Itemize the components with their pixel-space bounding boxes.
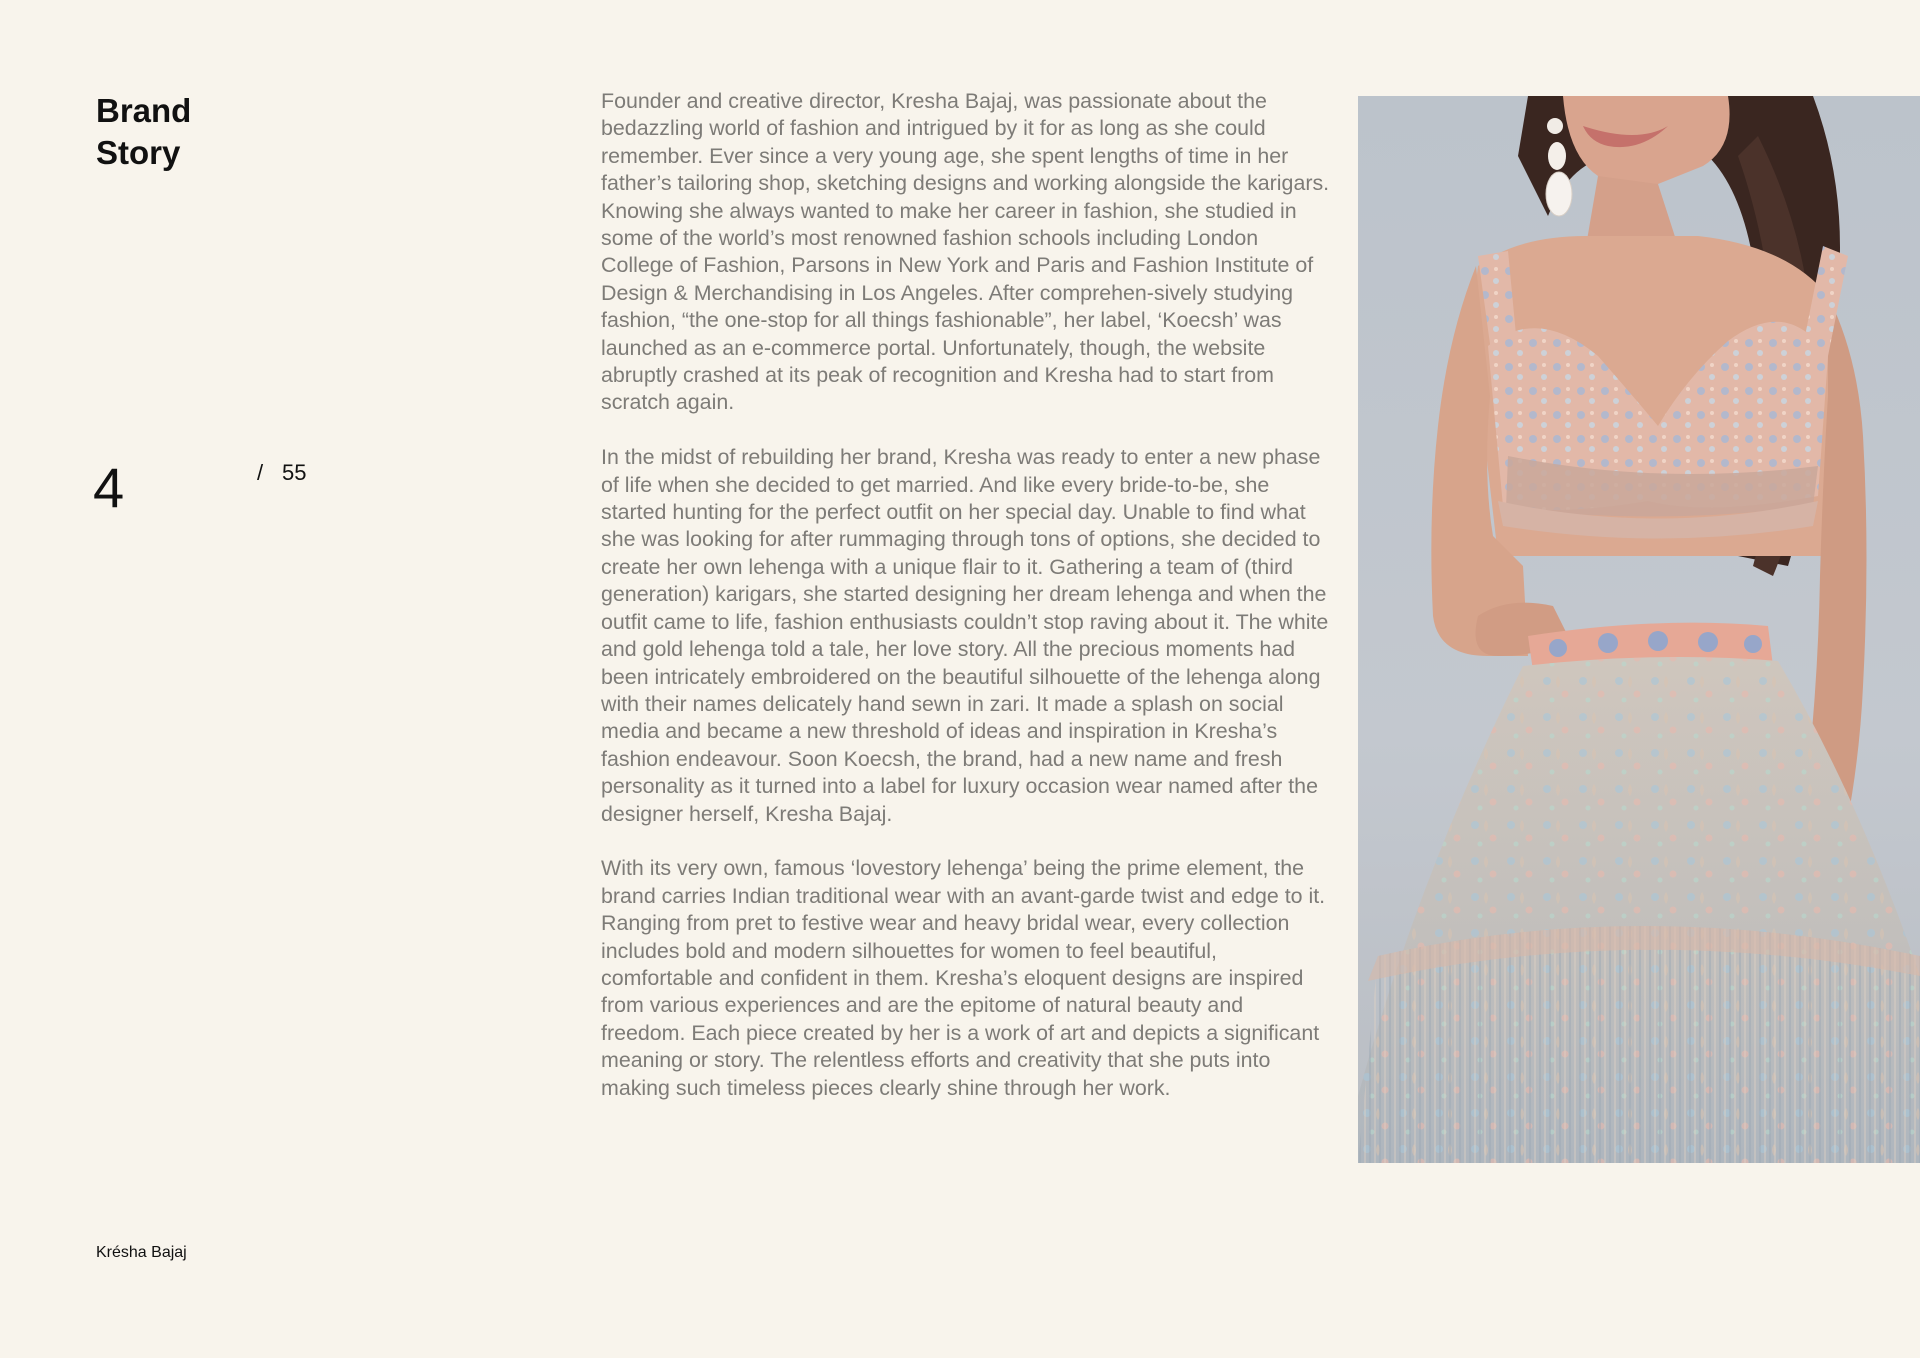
page-number-current: 4 [93,456,125,519]
brand-story-text [601,88,1331,1129]
story-paragraph-3: With its very own, famous ‘lovestory lehenga’ being the prime element, the brand carries Indian traditional wear with an avant-garde twist and edge to it. Ranging from pret to festive wear and heavy bridal wear, every collection includes bold and modern silhouettes for women to feel beautiful, comfortable and confident in them. Kresha’s eloquent designs are inspired from various experiences and are the epitome of natural beauty and freedom. Each piece created by her is a work of art and depicts a significant meaning or story. The relentless efforts and creativity that she puts into making such timeless pieces clearly shine through her work. [601,856,1326,1100]
page-number-total: 55 [282,460,307,485]
page-title: Brand Story [96,92,192,171]
page-number-separator: / [257,460,264,485]
model-lehenga-photo [1358,96,1920,1163]
footer-brand-name: Krésha Bajaj [96,1244,187,1261]
story-paragraph-2: In the midst of rebuilding her brand, Kresha was ready to enter a new phase of life when she decided to get married. And like every bride-to-be, she started hunting for the perfect outfit on her special day. Unable to find what she was looking for after rummaging through tons of options, she decided to create her own lehenga with a unique flair to it. Gathering a team of (third generation) karigars, she started designing her dream lehenga and when the outfit came to life, fashion enthusiasts couldn’t stop raving about it. The white and gold lehenga told a tale, her love story. All the precious moments had been intricately embroidered on the beautiful silhouette of the lehenga along with their names delicately hand sewn in zari. It made a splash on social media and became a new threshold of ideas and inspiration in Kresha’s fashion endeavour. Soon Koecsh, the brand, had a new name and fresh personality as it turned into a label for luxury occasion wear named after the designer herself, Kresha Bajaj. [601,445,1329,826]
story-paragraph-1: Founder and creative director, Kresha Bajaj, was passionate about the bedazzling world of fashion and intrigued by it for as long as she could remember. Ever since a very young age, she spent lengths of time in her father’s tailoring shop, sketching designs and working alongside the karigars. Knowing she always wanted to make her career in fashion, she studied in some of the world’s most renowned fashion schools including London College of Fashion, Parsons in New York and Paris and Fashion Institute of Design & Merchandising in Los Angeles. After comprehen-sively studying fashion, “the one-stop for all things fashionable”, her label, ‘Koecsh’ was launched as an e-commerce portal. Unfortunately, though, the website abruptly crashed at its peak of recognition and Kresha had to start from scratch again. [601,89,1330,415]
